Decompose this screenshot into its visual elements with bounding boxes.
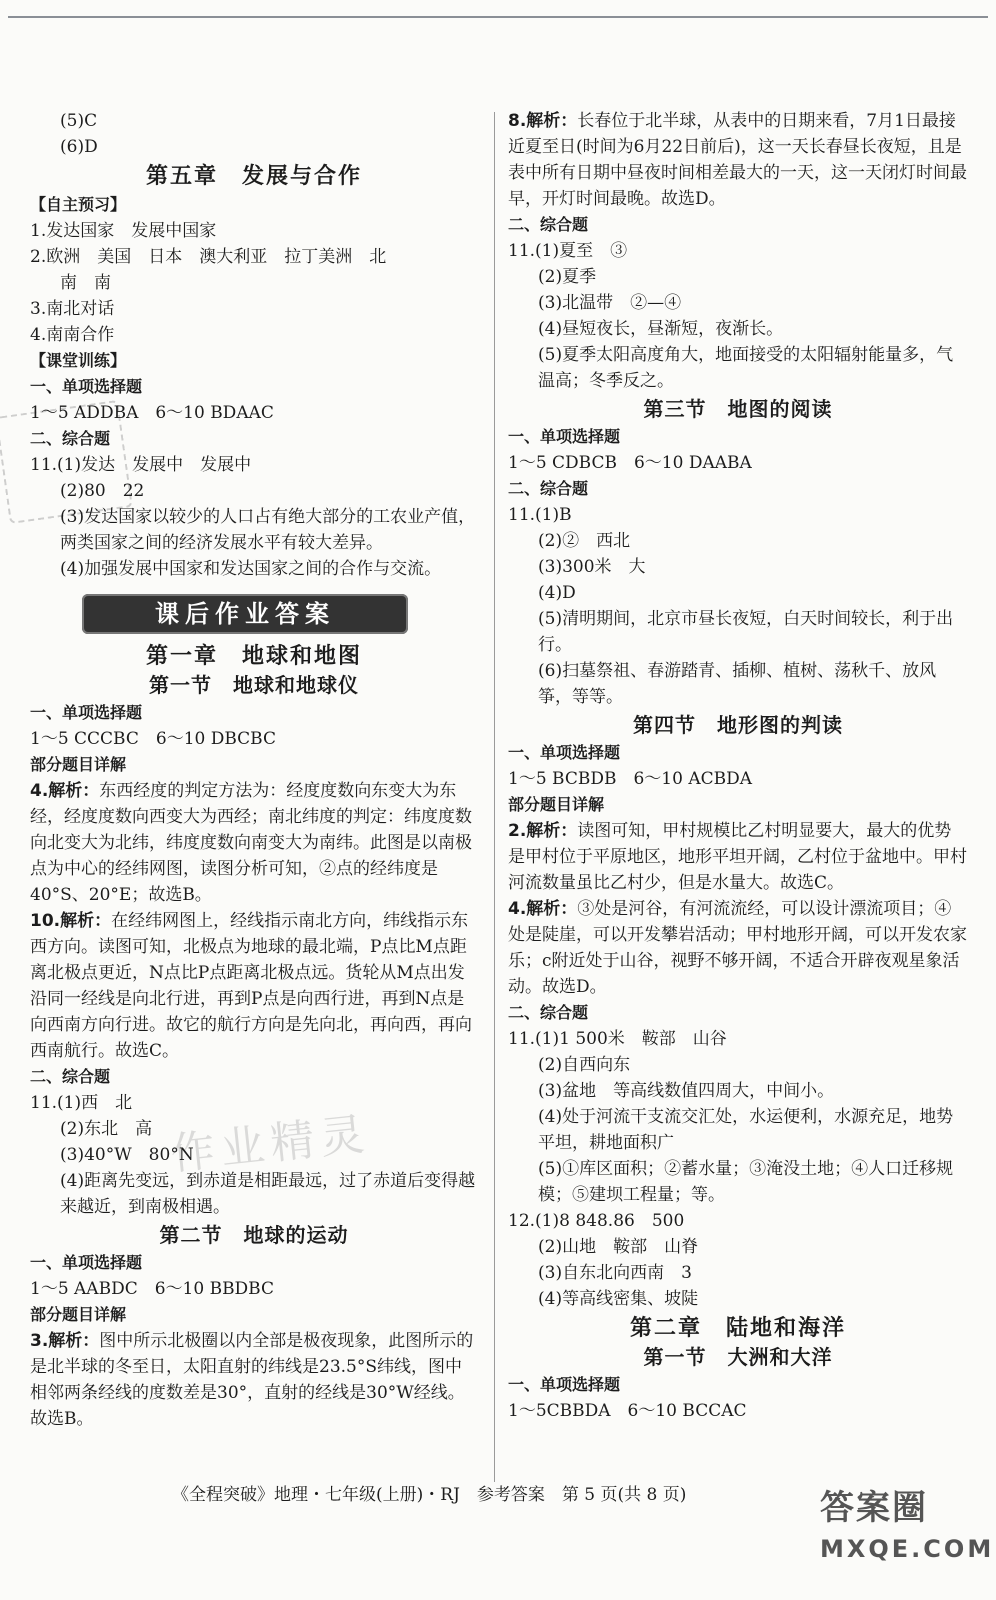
answer-line: (4)处于河流干支流交汇处，水运便利，水源充足，地势平坦，耕地面积广	[538, 1107, 954, 1153]
chapter-2-section-1-title: 第一节 大洲和大洋	[643, 1345, 833, 1369]
watermark: 作业精灵	[168, 1108, 373, 1181]
explanation-q2	[508, 818, 968, 896]
explanation-q4	[30, 778, 478, 908]
explanation-q8	[508, 108, 968, 212]
section-heading: 二、综合题	[508, 1003, 589, 1022]
explanation-text: 在经纬网图上，经线指示南北方向，纬线指示东西方向。读图可知，北极点为地球的最北端，P点比M点距离北极点更近，N点比P点距离北极点远。货轮从M点出发沿同一经线是向北行进，再到P点是向西行进，再到N点是向西南方向行进。故它的航行方向是先向北，再向西，再向西南航行。故选C。	[30, 911, 472, 1061]
answer-line: 11.(1)夏至 ③	[508, 241, 628, 261]
answer-line: 11.(1)发达 发展中 发展中	[30, 455, 252, 475]
answer-line: 11.(1)B	[508, 505, 572, 525]
mc-answers: 1～5 CCCBC 6～10 DBCBC	[30, 729, 276, 749]
answer-line: 2.欧洲 美国 日本 澳大利亚 拉丁美洲 北	[30, 247, 387, 267]
mc-answers: 1～5 ADDBA 6～10 BDAAC	[30, 403, 274, 423]
explanation-q10	[30, 908, 478, 1064]
section-1-title: 第一节 地球和地球仪	[149, 673, 359, 697]
explanation-label: 3.解析：	[30, 1331, 100, 1351]
section-heading: 一、单项选择题	[508, 743, 621, 762]
detail-heading: 部分题目详解	[508, 795, 605, 814]
chapter-5-title: 第五章 发展与合作	[145, 164, 362, 189]
answer-line: (3)北温带 ②—④	[538, 293, 682, 313]
answer-line: (2)80 22	[60, 481, 145, 501]
page-footer: 《全程突破》地理・七年级(上册)・RJ 参考答案 第 5 页(共 8 页)	[172, 1485, 687, 1505]
section-heading: 一、单项选择题	[30, 703, 143, 722]
mc-answers: 1～5 AABDC 6～10 BBDBC	[30, 1279, 275, 1299]
top-rule	[8, 16, 988, 18]
answer-line: 1.发达国家 发展中国家	[30, 221, 217, 241]
left-column	[30, 108, 478, 1432]
mc-answers: 1～5 CDBCB 6～10 DAABA	[508, 453, 752, 473]
answer-line: (5)夏季太阳高度角大，地面接受的太阳辐射能量多，气温高；冬季反之。	[538, 345, 954, 391]
answer-line: (5)①库区面积；②蓄水量；③淹没土地；④人口迁移规模；⑤建坝工程量；等。	[538, 1159, 954, 1205]
explanation-text: 东西经度的判定方法为：经度度数向东变大为东经，经度度数向西变大为西经；南北纬度的判定：纬度度数向北变大为北纬，纬度度数向南变大为南纬。此图是以南极点为中心的经纬网图，读图分析可知，②点的经纬度是40°S、20°E；故选B。	[30, 781, 472, 905]
answer-line: (3)盆地 等高线数值四周大，中间小。	[538, 1081, 835, 1101]
section-heading: 一、单项选择题	[30, 1253, 143, 1272]
explanation-label: 4.解析：	[508, 899, 578, 919]
answer-line: (2)② 西北	[538, 531, 631, 551]
detail-heading: 部分题目详解	[30, 1305, 127, 1324]
column-divider	[494, 112, 495, 1482]
answer-line: (2)东北 高	[60, 1119, 153, 1139]
explanation-text: 读图可知，甲村规模比乙村明显要大，最大的优势是甲村位于平原地区，地形平坦开阔，乙村位于盆地中。甲村河流数量虽比乙村少，但是水量大。故选C。	[508, 821, 967, 893]
section-3-title: 第三节 地图的阅读	[643, 397, 833, 421]
preview-tag: 【自主预习】	[30, 195, 127, 214]
section-heading: 一、单项选择题	[508, 427, 621, 446]
answer-line: 3.南北对话	[30, 299, 115, 319]
explanation-q3	[30, 1328, 478, 1432]
section-heading: 二、综合题	[30, 1067, 111, 1086]
explanation-text: 长春位于北半球，从表中的日期来看，7月1日最接近夏至日(时间为6月22日前后)，这一天长春昼长夜短，且是表中所有日期中昼夜时间相差最大的一天，这一天闭灯时间最早，开灯时间最晚。故选D。	[508, 111, 967, 209]
section-heading: 二、综合题	[508, 215, 589, 234]
section-heading: 二、综合题	[508, 479, 589, 498]
explanation-label: 8.解析：	[508, 111, 578, 131]
answer-line: (3)40°W 80°N	[60, 1145, 194, 1165]
answer-line: (4)距离先变远，到赤道是相距最远，过了赤道后变得越来越近，到南极相遇。	[60, 1171, 476, 1217]
site-logo	[820, 1480, 995, 1590]
answer-line: 南 南	[60, 273, 111, 293]
section-heading: 一、单项选择题	[508, 1375, 621, 1394]
logo-url: MXQE.COM	[820, 1535, 995, 1563]
explanation-label: 2.解析：	[508, 821, 578, 841]
answer-line: (3)发达国家以较少的人口占有绝大部分的工农业产值，两类国家之间的经济发展水平有较大差异。	[60, 507, 476, 553]
answer-line: (3)300米 大	[538, 557, 646, 577]
explanation-label: 4.解析：	[30, 781, 100, 801]
mc-answers: 1～5CBBDA 6～10 BCCAC	[508, 1401, 747, 1421]
answer-line: (2)自西向东	[538, 1055, 631, 1075]
mc-answers: 1～5 BCBDB 6～10 ACBDA	[508, 769, 753, 789]
right-column	[508, 108, 968, 1424]
answer-line: (5)清明期间，北京市昼长夜短，白天时间较长，利于出行。	[538, 609, 954, 655]
answer-line: 4.南南合作	[30, 325, 115, 345]
answer-line: 11.(1)西 北	[30, 1093, 133, 1113]
answer-line: (5)C	[60, 111, 98, 131]
answer-line: (3)自东北向西南 3	[538, 1263, 692, 1283]
section-heading: 二、综合题	[30, 429, 111, 448]
explanation-q4b	[508, 896, 968, 1000]
explanation-text: ③处是河谷，有河流流经，可以设计漂流项目；④处是陡崖，可以开发攀岩活动；甲村地形开阔，可以开发农家乐；c附近处于山谷，视野不够开阔，不适合开辟夜观星象活动。故选D。	[508, 899, 967, 997]
answer-line: (2)夏季	[538, 267, 597, 287]
explanation-text: 图中所示北极圈以内全部是极夜现象，此图所示的是北半球的冬至日，太阳直射的纬线是23.5°S纬线，图中相邻两条经线的度数差是30°，直射的经线是30°W经线。故选B。	[30, 1331, 474, 1429]
answer-line: 11.(1)1 500米 鞍部 山谷	[508, 1029, 727, 1049]
answer-line: (4)加强发展中国家和发达国家之间的合作与交流。	[60, 559, 442, 579]
answer-line: (4)D	[538, 583, 576, 603]
section-2-title: 第二节 地球的运动	[159, 1223, 349, 1247]
class-training-tag: 【课堂训练】	[30, 351, 127, 370]
answer-line: (4)昼短夜长，昼渐短，夜渐长。	[538, 319, 784, 339]
section-heading: 一、单项选择题	[30, 377, 143, 396]
answer-line: (4)等高线密集、坡陡	[538, 1289, 699, 1309]
section-4-title: 第四节 地形图的判读	[633, 713, 843, 737]
answer-line: (6)扫墓祭祖、春游踏青、插柳、植树、荡秋千、放风筝，等等。	[538, 661, 937, 707]
homework-answers-banner: 课后作业答案	[82, 594, 408, 634]
answer-line: (2)山地 鞍部 山脊	[538, 1237, 699, 1257]
answer-line: (6)D	[60, 137, 98, 157]
chapter-1-title: 第一章 地球和地图	[145, 644, 362, 669]
logo-text: 答案圈	[820, 1488, 928, 1528]
explanation-label: 10.解析：	[30, 911, 112, 931]
detail-heading: 部分题目详解	[30, 755, 127, 774]
answer-line: 12.(1)8 848.86 500	[508, 1211, 685, 1231]
chapter-2-title: 第二章 陆地和海洋	[629, 1316, 846, 1341]
